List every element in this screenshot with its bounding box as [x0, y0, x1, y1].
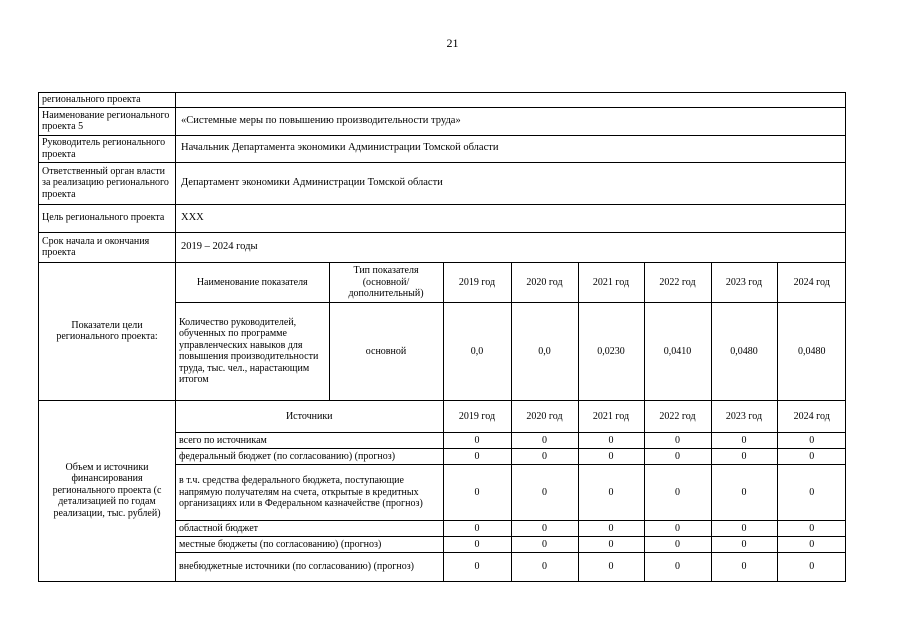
indicator-type-header: Тип показателя (основной/ дополнительный) [329, 263, 443, 303]
financing-value: 0 [644, 537, 711, 553]
project-head-label: Руководитель регионального проекта [39, 135, 176, 162]
continuation-value [176, 93, 846, 108]
financing-value: 0 [711, 521, 777, 537]
year-header: 2022 год [644, 263, 711, 303]
year-header: 2024 год [777, 263, 846, 303]
financing-value: 0 [644, 521, 711, 537]
sources-header: Источники [176, 401, 443, 433]
financing-source: федеральный бюджет (по согласованию) (прогноз) [176, 449, 443, 465]
financing-value: 0 [511, 433, 578, 449]
year-header: 2022 год [644, 401, 711, 433]
project-name-row [39, 107, 846, 135]
financing-value: 0 [578, 433, 644, 449]
financing-value: 0 [711, 465, 777, 521]
indicator-row [176, 303, 846, 400]
financing-value: 0 [777, 465, 846, 521]
project-term-value: 2019 – 2024 годы [176, 232, 846, 262]
financing-value: 0 [578, 449, 644, 465]
indicator-value: 0,0 [511, 303, 578, 400]
financing-value: 0 [644, 465, 711, 521]
indicators-label: Показатели цели регионального проекта: [39, 262, 176, 400]
financing-table [176, 401, 846, 581]
financing-value: 0 [578, 465, 644, 521]
financing-value: 0 [511, 465, 578, 521]
year-header: 2019 год [443, 401, 511, 433]
indicator-name: Количество руководителей, обученных по программе управленческих навыков для повышения производительности труда, тыс. чел., нарастающим итогом [176, 303, 329, 400]
indicators-table [176, 263, 846, 400]
project-name-value: «Системные меры по повышению производительности труда» [176, 107, 846, 135]
year-header: 2023 год [711, 263, 777, 303]
financing-value: 0 [777, 537, 846, 553]
indicator-value: 0,0480 [711, 303, 777, 400]
responsible-org-row [39, 162, 846, 204]
financing-value: 0 [443, 537, 511, 553]
financing-row [39, 400, 846, 581]
financing-value: 0 [443, 553, 511, 581]
financing-value: 0 [443, 521, 511, 537]
financing-value: 0 [578, 537, 644, 553]
financing-value: 0 [777, 433, 846, 449]
year-header: 2023 год [711, 401, 777, 433]
financing-source-row [176, 537, 846, 553]
financing-value: 0 [511, 449, 578, 465]
financing-value: 0 [644, 433, 711, 449]
indicators-row [39, 262, 846, 400]
responsible-org-label: Ответственный орган власти за реализацию регионального проекта [39, 162, 176, 204]
indicator-value: 0,0 [443, 303, 511, 400]
financing-value: 0 [511, 537, 578, 553]
project-name-label: Наименование регионального проекта 5 [39, 107, 176, 135]
indicators-cell [176, 262, 846, 400]
financing-value: 0 [443, 465, 511, 521]
financing-source-row [176, 433, 846, 449]
financing-value: 0 [711, 537, 777, 553]
financing-header-row [176, 401, 846, 433]
financing-value: 0 [711, 433, 777, 449]
financing-source-row [176, 465, 846, 521]
year-header: 2024 год [777, 401, 846, 433]
financing-value: 0 [511, 521, 578, 537]
year-header: 2019 год [443, 263, 511, 303]
indicator-name-header: Наименование показателя [176, 263, 329, 303]
financing-source: местные бюджеты (по согласованию) (прогноз) [176, 537, 443, 553]
financing-value: 0 [578, 521, 644, 537]
financing-value: 0 [443, 433, 511, 449]
financing-value: 0 [644, 553, 711, 581]
financing-source-row [176, 521, 846, 537]
financing-label: Объем и источники финансирования регионального проекта (с детализацией по годам реализации, тыс. рублей) [39, 400, 176, 581]
project-goal-label: Цель регионального проекта [39, 204, 176, 232]
financing-source-row [176, 449, 846, 465]
project-term-row [39, 232, 846, 262]
financing-source-row [176, 553, 846, 581]
financing-value: 0 [777, 449, 846, 465]
financing-value: 0 [644, 449, 711, 465]
financing-value: 0 [711, 449, 777, 465]
financing-value: 0 [777, 521, 846, 537]
financing-value: 0 [443, 449, 511, 465]
project-term-label: Срок начала и окончания проекта [39, 232, 176, 262]
continuation-row [39, 93, 846, 108]
indicator-type: основной [329, 303, 443, 400]
continuation-label: регионального проекта [39, 93, 176, 108]
responsible-org-value: Департамент экономики Администрации Томской области [176, 162, 846, 204]
financing-source: в т.ч. средства федерального бюджета, поступающие напрямую получателям на счета, открытые в кредитных организациях или в Федеральном казначействе (прогноз) [176, 465, 443, 521]
year-header: 2020 год [511, 263, 578, 303]
financing-value: 0 [511, 553, 578, 581]
project-passport-table [38, 92, 846, 582]
indicator-value: 0,0480 [777, 303, 846, 400]
indicator-value: 0,0410 [644, 303, 711, 400]
indicator-value: 0,0230 [578, 303, 644, 400]
financing-source: областной бюджет [176, 521, 443, 537]
financing-source: всего по источникам [176, 433, 443, 449]
project-head-value: Начальник Департамента экономики Администрации Томской области [176, 135, 846, 162]
financing-source: внебюджетные источники (по согласованию) (прогноз) [176, 553, 443, 581]
year-header: 2021 год [578, 263, 644, 303]
project-goal-value: ХХХ [176, 204, 846, 232]
project-head-row [39, 135, 846, 162]
indicators-header-row [176, 263, 846, 303]
financing-cell [176, 400, 846, 581]
year-header: 2021 год [578, 401, 644, 433]
financing-value: 0 [711, 553, 777, 581]
page-number: 21 [446, 36, 459, 50]
financing-value: 0 [578, 553, 644, 581]
financing-value: 0 [777, 553, 846, 581]
project-goal-row [39, 204, 846, 232]
year-header: 2020 год [511, 401, 578, 433]
